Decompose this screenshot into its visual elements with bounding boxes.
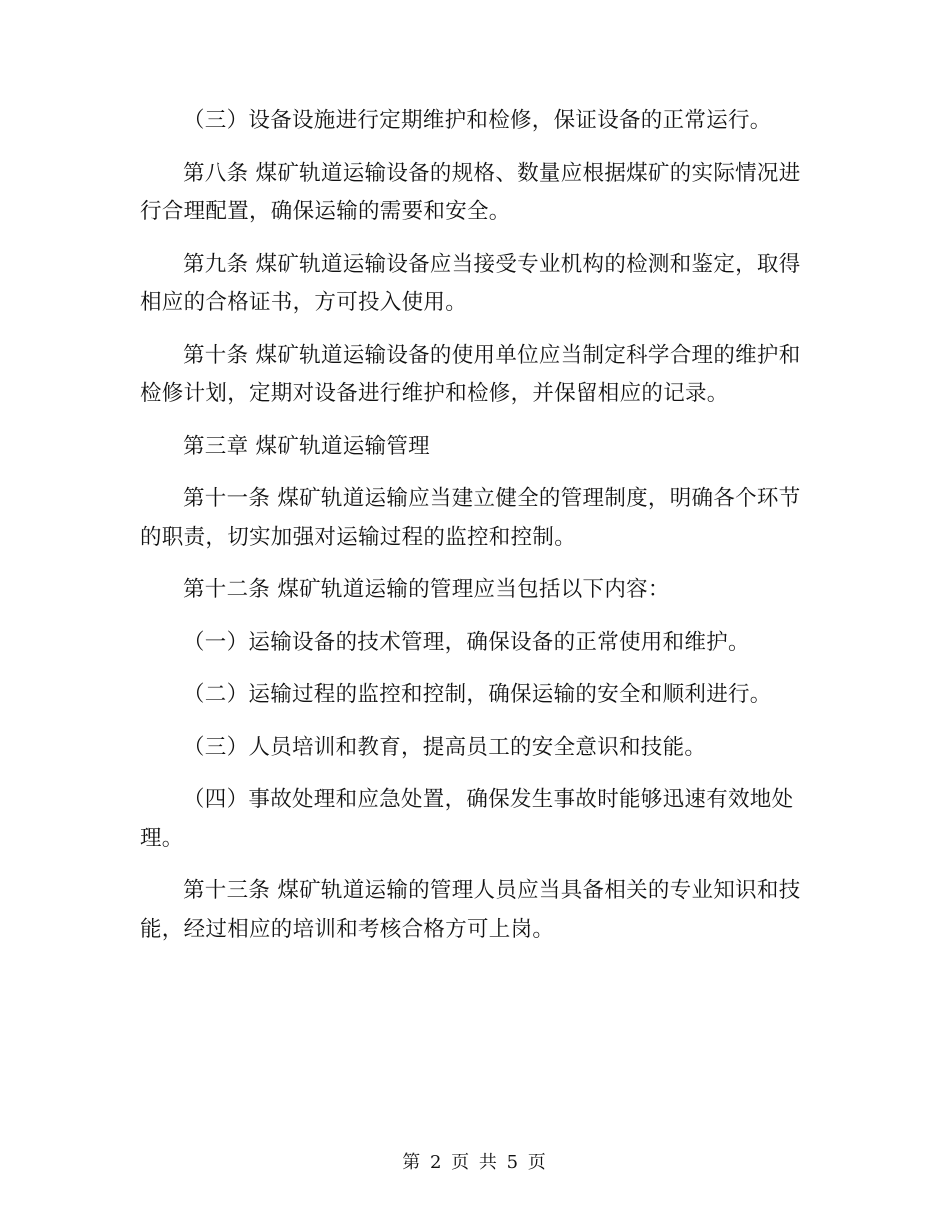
- list-item-2: （二）运输过程的监控和控制，确保运输的安全和顺利进行。: [183, 682, 772, 707]
- paragraph-article-13: 第十三条 煤矿轨道运输的管理人员应当具备相关的专业知识和技能，经过相应的培训和考核合格方可上岗。: [140, 878, 801, 942]
- paragraph-article-8: 第八条 煤矿轨道运输设备的规格、数量应根据煤矿的实际情况进行合理配置，确保运输的需要和安全。: [140, 160, 801, 224]
- paragraph-article-10: 第十条 煤矿轨道运输设备的使用单位应当制定科学合理的维护和检修计划，定期对设备进行维护和检修，并保留相应的记录。: [140, 342, 801, 406]
- paragraph-article-12: 第十二条 煤矿轨道运输的管理应当包括以下内容：: [183, 577, 670, 602]
- document-body: [140, 102, 810, 963]
- list-item-1: （一）运输设备的技术管理，确保设备的正常使用和维护。: [183, 629, 750, 655]
- paragraph-clause-3-maintenance: （三）设备设施进行定期维护和检修，保证设备的正常运行。: [183, 108, 772, 133]
- list-item-3: （三）人员培训和教育，提高员工的安全意识和技能。: [183, 734, 707, 760]
- paragraph-article-11: 第十一条 煤矿轨道运输应当建立健全的管理制度，明确各个环节的职责，切实加强对运输过程的监控和控制。: [140, 486, 801, 550]
- list-item-4: （四）事故处理和应急处置，确保发生事故时能够迅速有效地处理。: [140, 787, 794, 851]
- chapter-3-heading: 第三章 煤矿轨道运输管理: [183, 433, 430, 459]
- page-number-footer: 第 2 页 共 5 页: [402, 1152, 548, 1173]
- paragraph-article-9: 第九条 煤矿轨道运输设备应当接受专业机构的检测和鉴定，取得相应的合格证书，方可投入使用。: [140, 251, 801, 315]
